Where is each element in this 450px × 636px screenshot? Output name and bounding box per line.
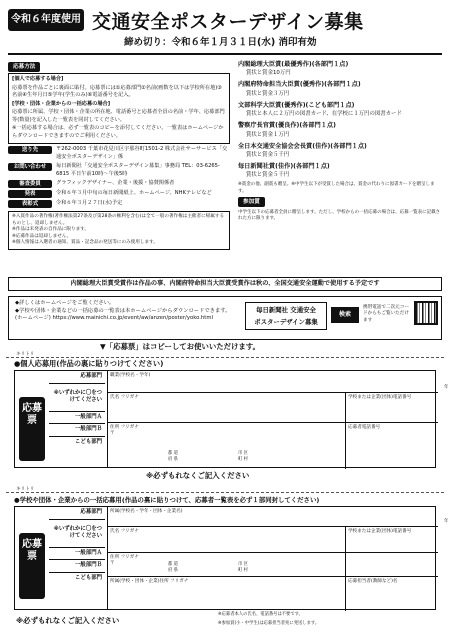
award-item — [238, 121, 442, 138]
cut-label: キリトリ — [16, 352, 35, 357]
web-url[interactable]: (ホームページ) https://www.mainichi.co.jp/event/aw/anzen/poster/yoko.html — [15, 315, 213, 322]
category-option[interactable]: 一般部門Ａ — [49, 548, 105, 561]
age-unit: 年 — [444, 519, 449, 524]
field-grade[interactable]: 職業(学校名・学年) — [108, 371, 438, 393]
site-name-box — [245, 302, 327, 330]
info-row — [8, 146, 230, 161]
circle-note: ※いずれかに〇をつけてください — [49, 384, 105, 412]
award-prize: 賞状と賞金３万円 — [246, 90, 290, 97]
award-prize: 賞状と賞金１万円 — [246, 131, 290, 138]
header — [8, 7, 442, 51]
field-org[interactable]: 所属(学校名・学年・団体・企業名) — [108, 507, 438, 527]
group-note: ※一括応募する場合は、必ず一覧表のコピーを添付してください。一覧表はホームページからダウンロードできますのでご利用ください。 — [12, 125, 224, 139]
copy-note: ▼「応募票」はコピーしてお使いいただけます。 — [100, 342, 261, 351]
award-name: 内閣総理大臣賞(最優秀作)(各部門１点) — [238, 61, 349, 68]
form-personal-title: ●個人応募用(作品の裏に貼りつけてください) — [14, 359, 164, 368]
ticket-label: 応募票 — [19, 533, 45, 599]
cut-line — [6, 492, 444, 493]
personal-text: 応募票を作品ごとに裏面に貼付。応募票には①応募部門②名前(画数を以下は学校所在地)③名前④生年月日⑤学年(学生のみ)⑥電話番号を記入。 — [12, 84, 222, 99]
field-name[interactable]: 氏名 フリガナ — [108, 393, 346, 423]
footnote: ※参加賞(小・中学生)は応募担当者宛に発送します。 — [218, 621, 320, 626]
award-name: 文部科学大臣賞(優秀作)(こども部門１点) — [238, 101, 355, 109]
award-prize: 賞状と賞金10万円 — [246, 70, 291, 77]
page-title: 交通安全ポスターデザイン募集 — [92, 11, 364, 33]
info-value: 令和６年３月中旬の毎日新聞紙上、ホームページ、NHKテレビなど — [56, 190, 212, 197]
award-name: 全日本交通安全協会会長賞(佳作)(各部門１点) — [238, 142, 367, 150]
info-row — [8, 200, 230, 208]
info-value: 令和６年３月２７日(水)予定 — [56, 200, 123, 207]
info-row — [8, 163, 230, 178]
must-fill-note: ※必ずもれなくご記入ください — [16, 616, 120, 625]
age-unit: 年 — [444, 385, 449, 390]
field-phone[interactable]: 応募者電話番号 — [348, 425, 381, 430]
info-tag: 審査委員 — [8, 180, 52, 188]
city-label: 市 区 町 村 — [238, 562, 248, 573]
award-item — [238, 162, 442, 179]
field-address[interactable] — [108, 553, 346, 577]
qr-caption: 携帯電話で二次元コードからもご覧いただけます — [363, 305, 409, 323]
web-line: ◆学校や団体・企業などの一括応募の一覧表は本ホームページからダウンロードできます。 — [15, 307, 231, 314]
pref-label: 都 道 府 県 — [168, 451, 178, 462]
note-line: ※入賞作品の著作権(著作権法第27条及び第28条の権利を含む)は全て一般の著作権は主催者に帰属するものとし、返却しません。 — [12, 214, 225, 226]
must-fill-note: ※必ずもれなくご記入ください — [146, 471, 250, 480]
info-row — [8, 190, 230, 198]
cut-line — [6, 357, 444, 358]
web-line: ◆詳しくはホームページをご覧ください。 — [15, 300, 115, 306]
form-group — [14, 506, 449, 610]
field-school-phone[interactable]: 学校または企業(団体)電話番号 — [346, 527, 438, 553]
postal-mark: 〒 — [110, 431, 115, 436]
form-personal — [14, 370, 449, 468]
award-prize: 賞状と賞金５千円 — [246, 151, 290, 158]
info-value: 毎日新聞社「交通安全ポスターデザイン募集」事務局 TEL：03-6265-6815 平日午前10時〜午後5時 — [56, 163, 220, 177]
method-box — [8, 73, 230, 144]
award-name: 毎日新聞社賞(佳作)(各部門１点) — [238, 163, 330, 171]
category-option[interactable]: 一般部門Ｂ — [49, 424, 105, 437]
header-rule — [8, 53, 442, 55]
address-label: 住所 フリガナ — [110, 555, 139, 560]
address-label: 住所 フリガナ — [110, 425, 139, 430]
info-tag: 表彰式 — [8, 200, 52, 208]
note-line: ※応募作品は返却しません。 — [12, 233, 72, 239]
personal-heading: [個人で応募する場合] — [12, 76, 64, 83]
field-blank[interactable] — [346, 553, 438, 577]
site-name-line: 毎日新聞社 交通安全 — [256, 306, 316, 314]
qr-code-icon — [414, 301, 438, 325]
award-prize: 賞状と賞金５千円 — [246, 172, 290, 179]
info-row — [8, 180, 230, 188]
awards-column — [238, 60, 442, 222]
group-text: 応募票に所属、学校・団体・企業の所在地、電話番号と応募者全員の名前・学年、応募部門等(数量)を記入した一覧表を同封してください。 — [12, 109, 225, 123]
section-tag-method: 応募方法 — [8, 62, 40, 72]
group-heading: [学校・団体・企業からの一括応募の場合] — [12, 100, 111, 107]
category-column — [49, 507, 105, 584]
site-name-line: ポスターデザイン募集 — [254, 318, 318, 326]
award-item — [238, 101, 442, 118]
form-group-title: ●学校や団体・企業からの一括応募用(作品の裏に貼りつけて、応募者一覧表を必ず１部同封してください) — [14, 496, 320, 504]
usage-banner: 内閣総理大臣賞受賞作は作品の事、内閣府特命担当大臣賞受賞作は秋の、全国交通安全運動で使用する予定です — [8, 277, 442, 291]
category-option[interactable]: こども部門 — [75, 574, 102, 581]
postal-mark: 〒 — [110, 561, 115, 566]
category-column — [49, 371, 105, 448]
category-header: 応募部門 — [49, 371, 105, 384]
award-prize: 賞状と本人に２万円の図書カード、在学校に１万円の図書カード — [246, 111, 402, 118]
circle-note: ※いずれかに〇をつけてください — [49, 520, 105, 548]
category-header: 応募部門 — [49, 507, 105, 520]
city-label: 市 区 町 村 — [238, 451, 248, 462]
participation-text: 中学生以下の応募者全員に贈呈します。ただし、学校からの一括応募の場合は、応募一覧表に記載された方に限ります。 — [238, 209, 441, 222]
category-option[interactable]: 一般部門Ｂ — [49, 560, 105, 573]
award-name: 警察庁長官賞(優良作)(各部門１点) — [238, 122, 336, 130]
field-name[interactable]: 氏名 フリガナ — [108, 527, 346, 553]
field-school-phone[interactable]: 学校または企業(団体)電話番号 — [346, 393, 438, 423]
section-tag-participation: 参加賞 — [238, 197, 265, 207]
field-org-address[interactable]: 所属(学校・団体・企業)住所 フリガナ — [108, 577, 346, 611]
deadline: 締め切り：令和６年１月３１日(水) 消印有効 — [124, 37, 317, 48]
award-item — [238, 80, 442, 97]
notes-box — [8, 211, 230, 249]
ticket-label: 応募票 — [19, 397, 45, 461]
footnote: ※応募者本人の氏名、電話番号は不要です。 — [218, 612, 303, 617]
field-address[interactable] — [108, 423, 346, 469]
award-name: 内閣府特命担当大臣賞(優秀作)(各部門１点) — [238, 81, 361, 89]
info-value: 〒262-0003 千葉市花見川区宇那谷町1501-2 株式会社サーサービス「交通安全ポスターデザイン」係 — [56, 146, 228, 160]
info-tag: 送り先 — [8, 146, 52, 154]
category-option[interactable]: こども部門 — [75, 438, 102, 445]
award-item — [238, 60, 442, 77]
field-contact[interactable]: 応募担当者(教師など)名 — [348, 579, 398, 584]
info-value: グラフィックデザイナー、企業・後援・協賛関係者 — [56, 180, 175, 187]
award-note: ※賞金の他、副賞も贈呈。※中学生以下が受賞した場合は、賞金の代わりに図書カードを贈呈します。 — [238, 182, 435, 194]
category-option[interactable]: 一般部門Ａ — [49, 412, 105, 425]
info-tag: お問い合わせ — [8, 163, 52, 171]
pref-label: 都 道 府 県 — [168, 562, 178, 573]
cut-label: キリトリ — [16, 487, 35, 492]
note-line: ※作品は未発表の自作品に限ります。 — [12, 227, 89, 233]
form-fields — [107, 507, 449, 609]
search-button[interactable]: 検索 — [331, 307, 359, 323]
info-column — [8, 60, 230, 250]
award-item — [238, 142, 442, 159]
note-line: ※個人情報は入選者の通知、賞品・記念品の発送等にのみ使用します。 — [12, 240, 158, 246]
form-fields — [107, 371, 449, 467]
year-badge: 令和６年度使用 — [8, 9, 84, 31]
web-info-box — [8, 296, 442, 340]
info-tag: 発表 — [8, 190, 52, 198]
